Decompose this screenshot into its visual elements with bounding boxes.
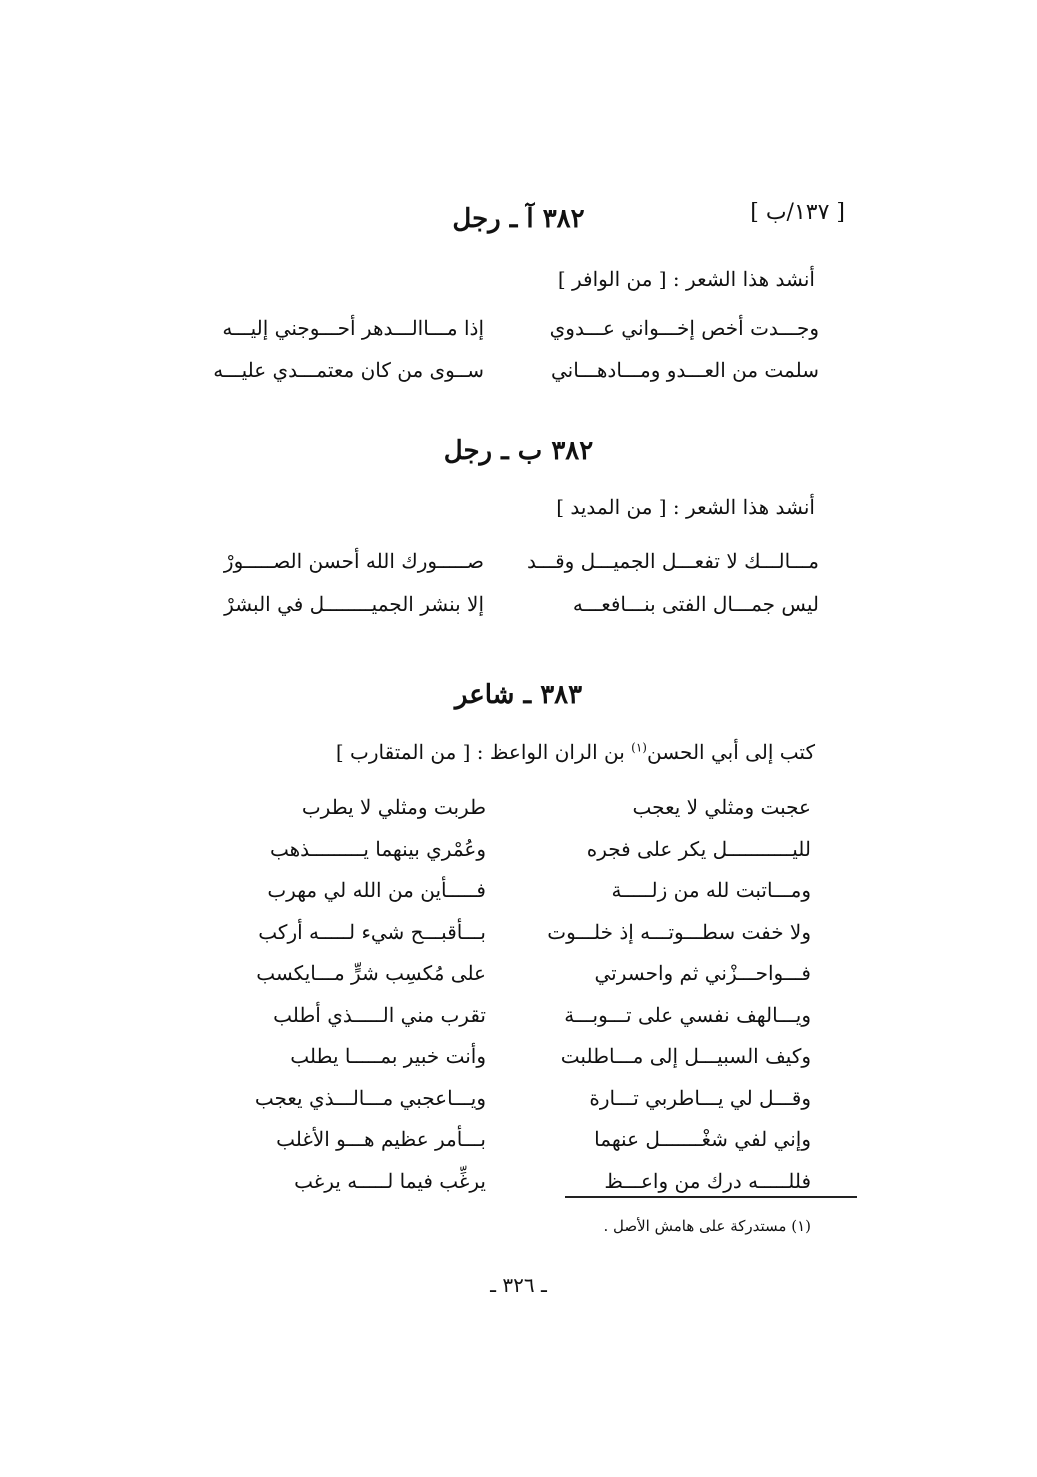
verse-line <box>189 316 819 340</box>
verse-second-hemistich: ســوى من كان معتمـــدي عليـــه <box>213 358 484 382</box>
page-number: ـ ٣٢٦ ـ <box>490 1273 547 1297</box>
verse-second-hemistich: إذا مـــاالـــدهر أحـــوجني إليـــه <box>222 316 484 340</box>
verse-second-hemistich: تقرب مني الـــــذي أطلب <box>273 1002 486 1027</box>
footnote-marker: (١) <box>631 740 647 755</box>
verse-line <box>226 961 811 985</box>
verse-second-hemistich: فـــــأين من الله لي مهرب <box>267 878 486 902</box>
verse-line <box>226 920 811 944</box>
folio-reference: [ ١٣٧/ب ] <box>750 200 845 225</box>
verse-second-hemistich: صـــــورك الله أحسن الصـــــورْ <box>223 549 484 573</box>
verse-line <box>226 1003 811 1027</box>
verse-first-hemistich: مـــالـــك لا تفعـــل الجميـــل وقـــد <box>527 549 819 573</box>
section-intro: أنشد هذا الشعر : [ من المديد ] <box>556 495 815 519</box>
verse-first-hemistich: ليس جمـــال الفتى بنـــافعـــه <box>572 592 819 616</box>
verse-second-hemistich: وأنت خبير بمـــــا يطلب <box>290 1044 486 1068</box>
verse-line <box>189 358 819 382</box>
section-title: ٣٨٣ ـ شاعر <box>454 680 583 710</box>
verse-line <box>226 795 811 819</box>
verse-second-hemistich: إلا بنشر الجميــــــــل في البشرْ <box>224 592 484 616</box>
verse-first-hemistich: وإني لفي شغْـــــــل عنهما <box>594 1127 811 1151</box>
verse-line <box>226 1169 811 1193</box>
footnote: (١) مستدركة على هامش الأصل . <box>603 1217 811 1235</box>
verse-second-hemistich: يرغِّب فيما لـــــه يرغب <box>294 1168 486 1193</box>
verse-first-hemistich: وجـــدت أخص إخـــواني عـــدوي <box>549 316 819 340</box>
verse-first-hemistich: فللـــــه درك من واعـــظ <box>604 1168 811 1193</box>
verse-second-hemistich: بـــأمر عظيم هـــو الأغلب <box>276 1127 486 1151</box>
verse-first-hemistich: ولا خفت سطـــوتـــه إذ خلـــوت <box>547 919 811 944</box>
section-title: ٣٨٢ ب ـ رجل <box>443 436 594 466</box>
verse-second-hemistich: وعُمْري بينهما يـــــــــذهب <box>269 836 486 861</box>
verse-first-hemistich: لليـــــــــــل يكر على فجره <box>586 836 811 861</box>
intro-text: كتب إلى أبي الحسن <box>646 740 815 764</box>
section-intro <box>336 740 815 764</box>
verse-first-hemistich: ويـــالهف نفسي على تـــوبـــة <box>564 1002 811 1027</box>
verse-line <box>226 837 811 861</box>
verse-second-hemistich: على مُكسِب شرٍّ مـــايكسب <box>256 961 486 985</box>
verse-line <box>189 549 819 573</box>
verse-first-hemistich: سلمت من العـــدو ومـــادهـــاني <box>550 358 819 382</box>
verse-line <box>226 1044 811 1068</box>
verse-line <box>226 1086 811 1110</box>
verse-first-hemistich: فـــواحـــزْني ثم واحسرتي <box>594 961 811 985</box>
verse-first-hemistich: ومـــاتبت لله من زلـــــة <box>611 878 811 902</box>
verse-line <box>189 592 819 616</box>
section-intro: أنشد هذا الشعر : [ من الوافر ] <box>557 267 815 291</box>
verse-second-hemistich: ويـــاعجبي مـــالـــذي يعجب <box>254 1085 486 1110</box>
intro-text-rest: بن الران الواعظ : [ من المتقارب ] <box>335 740 632 764</box>
verse-second-hemistich: بـــأقبـــح شيء لـــــه أركب <box>258 919 486 944</box>
verse-first-hemistich: وقـــل لي يـــاطربي تـــارة <box>589 1085 811 1110</box>
verse-line <box>226 1127 811 1151</box>
verse-second-hemistich: طربت ومثلي لا يطرب <box>301 795 486 819</box>
verse-line <box>226 878 811 902</box>
verse-first-hemistich: عجبت ومثلي لا يعجب <box>632 795 811 819</box>
footnote-rule <box>565 1196 857 1198</box>
section-title: ٣٨٢ آ ـ رجل <box>452 204 585 234</box>
verse-first-hemistich: وكيف السبيـــل إلى مـــاطلبت <box>560 1044 811 1068</box>
